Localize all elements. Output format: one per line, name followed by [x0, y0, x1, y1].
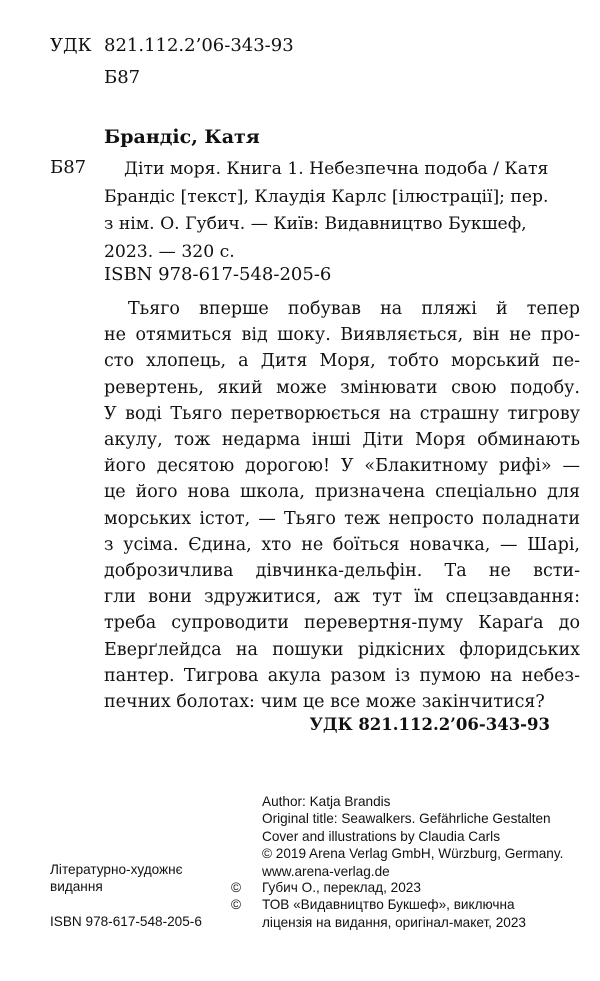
annotation-line: гли вони здружитися, аж тут їм спецзавдання:: [104, 587, 580, 608]
author-mark-entry: Б87: [50, 157, 87, 178]
annotation-line: Еверґлейдса на пошуки рідкісних флоридських: [104, 639, 580, 660]
credit-line: Original title: Seawalkers. Gefährliche Gestalten: [262, 811, 551, 827]
credit-line: www.arena-verlag.de: [262, 863, 390, 879]
description-line: 2023. — 320 с.: [104, 241, 235, 262]
publisher-credit-cont: ліцензія на видання, оригінал-макет, 2023: [262, 914, 526, 930]
annotation-line: печних болотах: чим це все може закінчитися?: [104, 692, 545, 713]
genre-line: Літературно-художнє: [50, 862, 183, 877]
description-line: з нім. О. Губич. — Київ: Видавництво Букшеф,: [104, 214, 527, 234]
description-line: Брандіс [текст], Клаудія Карлс [ілюстрації]; пер.: [104, 186, 549, 207]
bibliographic-description: [104, 156, 574, 266]
udk-code: 821.112.2’06-343-93: [104, 35, 294, 56]
udk-classification: [50, 34, 294, 58]
copyright-publisher: [231, 896, 526, 913]
annotation-line: ревертень, який може змінювати свою подобу.: [104, 377, 580, 398]
annotation-line: сто хлопець, а Дитя Моря, тобто морський пе-: [104, 351, 580, 372]
genre-line: видання: [50, 879, 103, 895]
annotation-line: треба супроводити перевертня-пуму Караґа до: [104, 613, 580, 634]
udk-label: УДК: [50, 35, 92, 56]
annotation-line: Тьяго вперше побував на пляжі й тепер: [128, 299, 580, 319]
isbn-footer: ISBN 978-617-548-205-6: [50, 914, 202, 929]
annotation-line: У воді Тьяго перетворюється на страшну тигрову: [104, 403, 580, 424]
credit-line: Cover and illustrations by Claudia Carls: [262, 828, 500, 844]
annotation-line: це його нова школа, призначена спеціально для: [104, 482, 580, 503]
author-mark-top: Б87: [104, 67, 141, 88]
original-credits: [262, 793, 592, 880]
annotation-line: акулу, тож недарма інші Діти Моря обминають: [104, 430, 580, 451]
publisher-credit: ТОВ «Видавництво Букшеф», виключна: [262, 897, 515, 913]
credit-line: © 2019 Arena Verlag GmbH, Würzburg, Germany.: [262, 846, 564, 862]
copyright-icon: ©: [231, 897, 242, 913]
annotation-line: його десятою дорогою! У «Блакитному рифі» —: [104, 456, 580, 477]
annotation-line: морських істот, — Тьяго теж непросто поладнати: [104, 508, 580, 529]
isbn-main: ISBN 978-617-548-205-6: [104, 264, 332, 285]
udk-summary: УДК 821.112.2’06-343-93: [309, 715, 550, 734]
translation-credit: Губич О., переклад, 2023: [262, 880, 421, 895]
author-heading: Брандіс, Катя: [104, 126, 260, 148]
description-line: Діти моря. Книга 1. Небезпечна подоба / Катя: [124, 159, 549, 179]
credit-line: Author: Katja Brandis: [262, 794, 391, 809]
copyright-translation: [231, 879, 526, 896]
annotation-line: з усіма. Єдина, хто не боїться новачка, — Шарі,: [104, 534, 580, 555]
annotation-line: доброзичлива дівчинка-дельфін. Та не всти-: [104, 561, 580, 582]
annotation-line: не отямиться від шоку. Виявляється, він не про-: [104, 325, 580, 346]
annotation: [104, 296, 580, 715]
genre-label: [50, 861, 183, 896]
copyright-block: [231, 879, 526, 931]
copyright-icon: ©: [231, 880, 242, 895]
annotation-line: пантер. Тигрова акула разом із пумою на небез-: [104, 665, 580, 686]
copyright-publisher-cont: [231, 914, 526, 931]
